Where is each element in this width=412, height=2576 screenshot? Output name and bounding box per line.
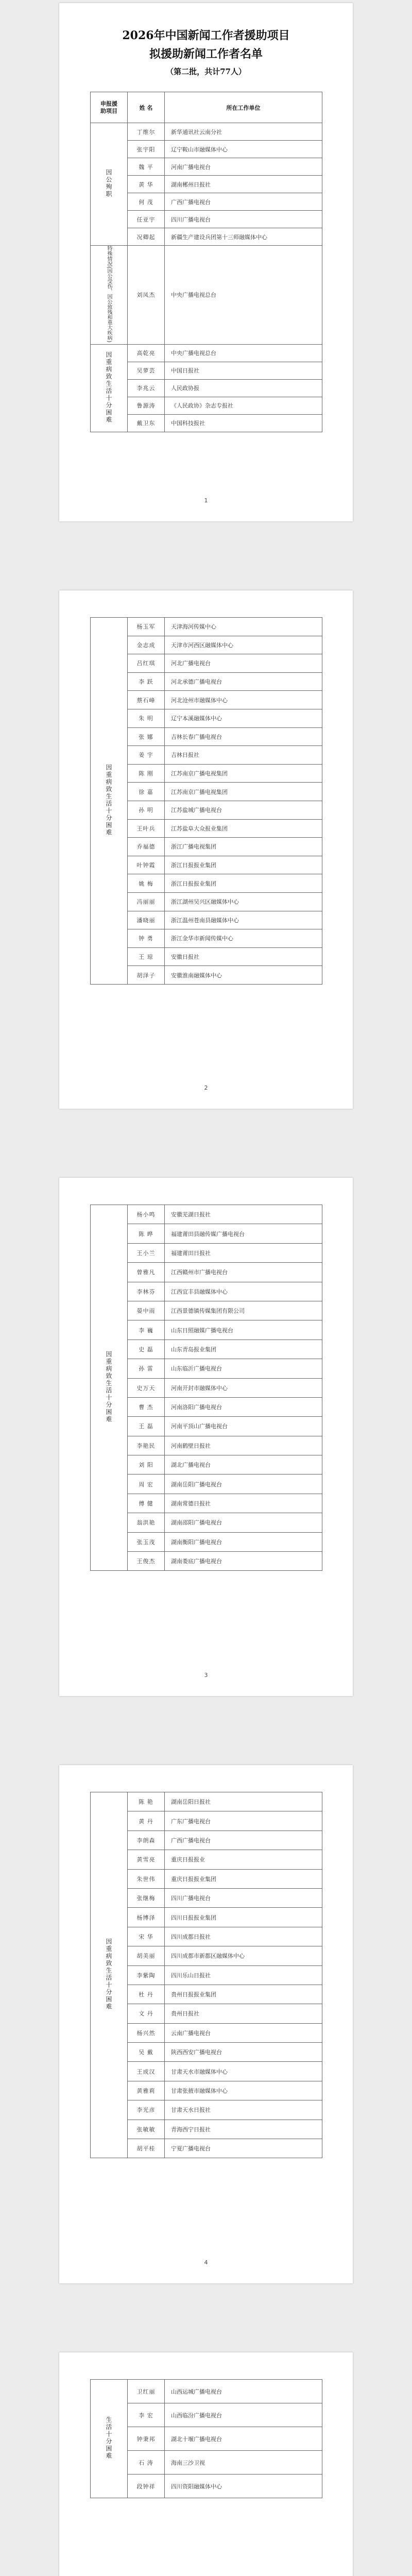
org-cell: 重庆日报报业集团 — [165, 1869, 322, 1888]
page-number: 4 — [204, 2259, 208, 2266]
org-cell: 湖南岳阳广播电视台 — [165, 1475, 322, 1494]
name-cell: 张宇阳 — [128, 141, 165, 158]
name-cell: 魏 平 — [128, 158, 165, 176]
org-cell: 辽宁鞍山市融媒体中心 — [165, 141, 322, 158]
name-cell: 王叶兵 — [128, 819, 165, 838]
org-cell: 辽宁本溪融媒体中心 — [165, 709, 322, 727]
org-cell: 湖南常德日报社 — [165, 1494, 322, 1513]
org-cell: 湖南娄底广播电视台 — [165, 1552, 322, 1571]
name-cell: 李光彦 — [128, 2100, 165, 2120]
name-cell: 吴 戴 — [128, 2043, 165, 2062]
org-cell: 新疆生产建设兵团第十三师融媒体中心 — [165, 228, 322, 246]
org-cell: 贵州日报报业集团 — [165, 1985, 322, 2004]
org-cell: 甘肃天水日报社 — [165, 2100, 322, 2120]
category-cell — [91, 123, 128, 246]
table-row — [91, 1205, 322, 1224]
org-cell: 广东广播电视台 — [165, 1811, 322, 1831]
name-cell: 李朗森 — [128, 1831, 165, 1850]
table-row — [91, 1792, 322, 1811]
name-cell: 冯丽丽 — [128, 892, 165, 911]
org-cell: 江苏南京广播电视集团 — [165, 783, 322, 801]
org-cell: 湖南郴州日报社 — [165, 176, 322, 193]
name-cell: 况卿起 — [128, 228, 165, 246]
document-page-1 — [59, 3, 353, 521]
name-cell: 杨小鸣 — [128, 1205, 165, 1224]
org-cell: 四川资阳融媒体中心 — [165, 2475, 322, 2498]
org-cell: 四川广播电视台 — [165, 1888, 322, 1907]
name-cell: 金志成 — [128, 636, 165, 654]
name-cell: 陈 艳 — [128, 1792, 165, 1811]
category-cell — [91, 344, 128, 432]
org-cell: 四川成都市新都区融媒体中心 — [165, 1946, 322, 1965]
name-cell: 王 磊 — [128, 1417, 165, 1436]
org-cell: 浙江日报报业集团 — [165, 856, 322, 874]
name-cell: 胡平桂 — [128, 2139, 165, 2158]
name-cell: 张 娜 — [128, 727, 165, 746]
category-label: 因公殉职 — [105, 169, 112, 198]
name-cell: 戴卫东 — [128, 414, 165, 432]
org-cell: 江西赣州市广播电视台 — [165, 1263, 322, 1282]
name-cell: 姜 宇 — [128, 746, 165, 765]
name-cell: 朱 明 — [128, 709, 165, 727]
name-cell: 晏中雨 — [128, 1301, 165, 1320]
name-cell: 杨兴然 — [128, 2023, 165, 2042]
roster-table — [90, 92, 322, 432]
document-page-4 — [59, 1765, 353, 2283]
roster-table — [90, 1205, 322, 1571]
name-cell: 丁维尔 — [128, 123, 165, 141]
name-cell: 胡泽子 — [128, 966, 165, 985]
name-cell: 王 琼 — [128, 947, 165, 966]
name-cell: 卫红丽 — [128, 2380, 165, 2403]
org-cell: 江苏盐阜大众报业集团 — [165, 819, 322, 838]
category-cell — [91, 618, 128, 985]
name-cell: 曹 杰 — [128, 1397, 165, 1416]
page-number: 2 — [204, 1084, 208, 1091]
name-cell: 黄雪亮 — [128, 1850, 165, 1869]
table-row — [91, 2380, 322, 2403]
org-cell: 安徽芜湖日报社 — [165, 1205, 322, 1224]
name-cell: 张继梅 — [128, 1888, 165, 1907]
roster-table — [90, 617, 322, 985]
name-cell: 宋 华 — [128, 1927, 165, 1946]
table-row — [91, 123, 322, 141]
org-cell: 江西宜丰县融媒体中心 — [165, 1282, 322, 1301]
name-cell: 杨博泽 — [128, 1908, 165, 1927]
org-cell: 四川日报报业集团 — [165, 1908, 322, 1927]
table-row — [91, 246, 322, 345]
name-cell: 李艳民 — [128, 1436, 165, 1455]
org-cell: 天津海河传媒中心 — [165, 618, 322, 636]
org-cell: 河南开封市融媒体中心 — [165, 1378, 322, 1397]
document-subtitle: 拟援助新闻工作者名单 — [149, 47, 263, 61]
name-cell: 钟秉邦 — [128, 2427, 165, 2451]
org-cell: 河北广播电视台 — [165, 654, 322, 673]
name-cell: 吴萝芸 — [128, 362, 165, 379]
name-cell: 张玉茂 — [128, 1532, 165, 1551]
org-cell: 湖北广播电视台 — [165, 1455, 322, 1475]
org-cell: 人民政协报 — [165, 379, 322, 397]
table-row — [91, 344, 322, 362]
org-cell: 浙江广播电视集团 — [165, 838, 322, 856]
org-cell: 陕西西安广播电视台 — [165, 2043, 322, 2062]
name-cell: 孙 明 — [128, 801, 165, 819]
name-cell: 石 涛 — [128, 2451, 165, 2475]
page-number: 1 — [204, 497, 208, 504]
name-cell: 李林芬 — [128, 1282, 165, 1301]
name-cell: 孙 雷 — [128, 1359, 165, 1378]
category-label: 因重病致生活十分困难 — [105, 1351, 112, 1423]
org-cell: 山东日照融媒广播电视台 — [165, 1320, 322, 1340]
page-number: 3 — [204, 1672, 208, 1679]
category-cell — [91, 246, 128, 345]
org-cell: 湖北十堰广播电视台 — [165, 2427, 322, 2451]
name-cell: 李 跃 — [128, 672, 165, 691]
name-cell: 刘凤杰 — [128, 246, 165, 345]
org-cell: 云南广播电视台 — [165, 2023, 322, 2042]
name-cell: 李兆云 — [128, 379, 165, 397]
name-cell: 叶钟霞 — [128, 856, 165, 874]
org-cell: 吉林日报社 — [165, 746, 322, 765]
name-cell: 胡美丽 — [128, 1946, 165, 1965]
header-name: 姓 名 — [128, 92, 165, 123]
name-cell: 王小兰 — [128, 1243, 165, 1262]
org-cell: 江苏南京广播电视集团 — [165, 764, 322, 783]
org-cell: 中央广播电视总台 — [165, 344, 322, 362]
org-cell: 江西景德镇传媒集团有限公司 — [165, 1301, 322, 1320]
roster-table — [90, 1792, 322, 2158]
category-cell — [91, 1792, 128, 2158]
org-cell: 广西广播电视台 — [165, 193, 322, 211]
category-label: 因重病致生活十分困难 — [105, 351, 112, 423]
org-cell: 吉林长春广播电视台 — [165, 727, 322, 746]
name-cell: 张敏敏 — [128, 2120, 165, 2139]
name-cell: 任亚宇 — [128, 211, 165, 228]
org-cell: 海南三沙卫视 — [165, 2451, 322, 2475]
name-cell: 黄 华 — [128, 176, 165, 193]
table-row — [91, 618, 322, 636]
org-cell: 四川成都日报社 — [165, 1927, 322, 1946]
org-cell: 宁夏广播电视台 — [165, 2139, 322, 2158]
org-cell: 安徽淮南融媒体中心 — [165, 966, 322, 985]
org-cell: 河南洛阳广播电视台 — [165, 1397, 322, 1416]
name-cell: 文 丹 — [128, 2004, 165, 2023]
name-cell: 姚 梅 — [128, 874, 165, 893]
category-label: 因重病致生活十分困难 — [105, 1938, 112, 2011]
org-cell: 河南平顶山广播电视台 — [165, 1417, 322, 1436]
org-cell: 河北承德广播电视台 — [165, 672, 322, 691]
name-cell: 史万天 — [128, 1378, 165, 1397]
name-cell: 何 茂 — [128, 193, 165, 211]
org-cell: 浙江湖州吴兴区融媒体中心 — [165, 892, 322, 911]
name-cell: 段钟祥 — [128, 2475, 165, 2498]
name-cell: 潘晓丽 — [128, 911, 165, 929]
org-cell: 中央广播电视总台 — [165, 246, 322, 345]
org-cell: 福建莆田日报社 — [165, 1243, 322, 1262]
name-cell: 翁洪艳 — [128, 1513, 165, 1532]
name-cell: 陈 刚 — [128, 764, 165, 783]
org-cell: 中国日报社 — [165, 362, 322, 379]
name-cell: 徐 嘉 — [128, 783, 165, 801]
org-cell: 山西临汾广播电视台 — [165, 2403, 322, 2427]
org-cell: 新华通讯社云南分社 — [165, 123, 322, 141]
org-cell: 浙江日报报业集团 — [165, 874, 322, 893]
org-cell: 河南鹤壁日报社 — [165, 1436, 322, 1455]
category-label: 因重病致生活十分困难 — [105, 764, 112, 836]
name-cell: 蔡石峰 — [128, 691, 165, 709]
org-cell: 甘肃天水市融媒体中心 — [165, 2062, 322, 2081]
name-cell: 史 磊 — [128, 1340, 165, 1359]
name-cell: 李紫陶 — [128, 1965, 165, 1985]
name-cell: 杨玉军 — [128, 618, 165, 636]
org-cell: 浙江温州苍南县融媒体中心 — [165, 911, 322, 929]
org-cell: 河北沧州市融媒体中心 — [165, 691, 322, 709]
roster-table — [90, 2379, 322, 2498]
org-cell: 山东青岛报业集团 — [165, 1340, 322, 1359]
name-cell: 王俊杰 — [128, 1552, 165, 1571]
org-cell: 《人民政协》杂志专报社 — [165, 397, 322, 414]
name-cell: 黄雅莉 — [128, 2081, 165, 2100]
name-cell: 陈 晔 — [128, 1224, 165, 1243]
table-header-row — [91, 92, 322, 123]
name-cell: 鲁源涛 — [128, 397, 165, 414]
name-cell: 李 宏 — [128, 2403, 165, 2427]
org-cell: 河南广播电视台 — [165, 158, 322, 176]
name-cell: 钟 勇 — [128, 929, 165, 948]
name-cell: 傅 健 — [128, 1494, 165, 1513]
org-cell: 青海西宁日报社 — [165, 2120, 322, 2139]
name-cell: 刘 阳 — [128, 1455, 165, 1475]
org-cell: 重庆日报报业 — [165, 1850, 322, 1869]
name-cell: 乔福德 — [128, 838, 165, 856]
org-cell: 江苏盐城广播电视台 — [165, 801, 322, 819]
org-cell: 湖南岳阳日报社 — [165, 1792, 322, 1811]
name-cell: 黄 丹 — [128, 1811, 165, 1831]
org-cell: 山东临沂广播电视台 — [165, 1359, 322, 1378]
name-cell: 曾雅凡 — [128, 1263, 165, 1282]
header-category: 申报援助项目 — [91, 92, 128, 123]
org-cell: 福建莆田县融传媒广播电视台 — [165, 1224, 322, 1243]
name-cell: 高乾亮 — [128, 344, 165, 362]
org-cell: 贵州日报社 — [165, 2004, 322, 2023]
org-cell: 浙江金华市新闻传媒中心 — [165, 929, 322, 948]
name-cell: 吕红琪 — [128, 654, 165, 673]
category-cell — [91, 2380, 128, 2498]
header-org: 所在工作单位 — [165, 92, 322, 123]
name-cell: 王成汉 — [128, 2062, 165, 2081]
document-page-5 — [59, 2352, 353, 2576]
org-cell: 湖南衡阳广播电视台 — [165, 1532, 322, 1551]
org-cell: 四川乐山日报社 — [165, 1965, 322, 1985]
document-page-3 — [59, 1178, 353, 1696]
document-title: 2026年中国新闻工作者援助项目 — [122, 29, 290, 42]
org-cell: 甘肃张掖市融媒体中心 — [165, 2081, 322, 2100]
org-cell: 山西运城广播电视台 — [165, 2380, 322, 2403]
name-cell: 朱世伟 — [128, 1869, 165, 1888]
org-cell: 湖南邵阳广播电视台 — [165, 1513, 322, 1532]
document-batch-note: （第二批，共计77人） — [166, 67, 246, 76]
document-page-2 — [59, 590, 353, 1109]
category-label: 生活十分困难 — [105, 2416, 112, 2460]
org-cell: 四川广播电视台 — [165, 211, 322, 228]
category-cell — [91, 1205, 128, 1571]
name-cell: 周 宏 — [128, 1475, 165, 1494]
org-cell: 安徽日报社 — [165, 947, 322, 966]
name-cell: 杜 丹 — [128, 1985, 165, 2004]
category-label: 特殊情况(因公受伤、因公致残和重大疾病) — [106, 246, 112, 343]
name-cell: 李 巍 — [128, 1320, 165, 1340]
org-cell: 天津市河西区融媒体中心 — [165, 636, 322, 654]
org-cell: 广西广播电视台 — [165, 1831, 322, 1850]
org-cell: 中国科技报社 — [165, 414, 322, 432]
